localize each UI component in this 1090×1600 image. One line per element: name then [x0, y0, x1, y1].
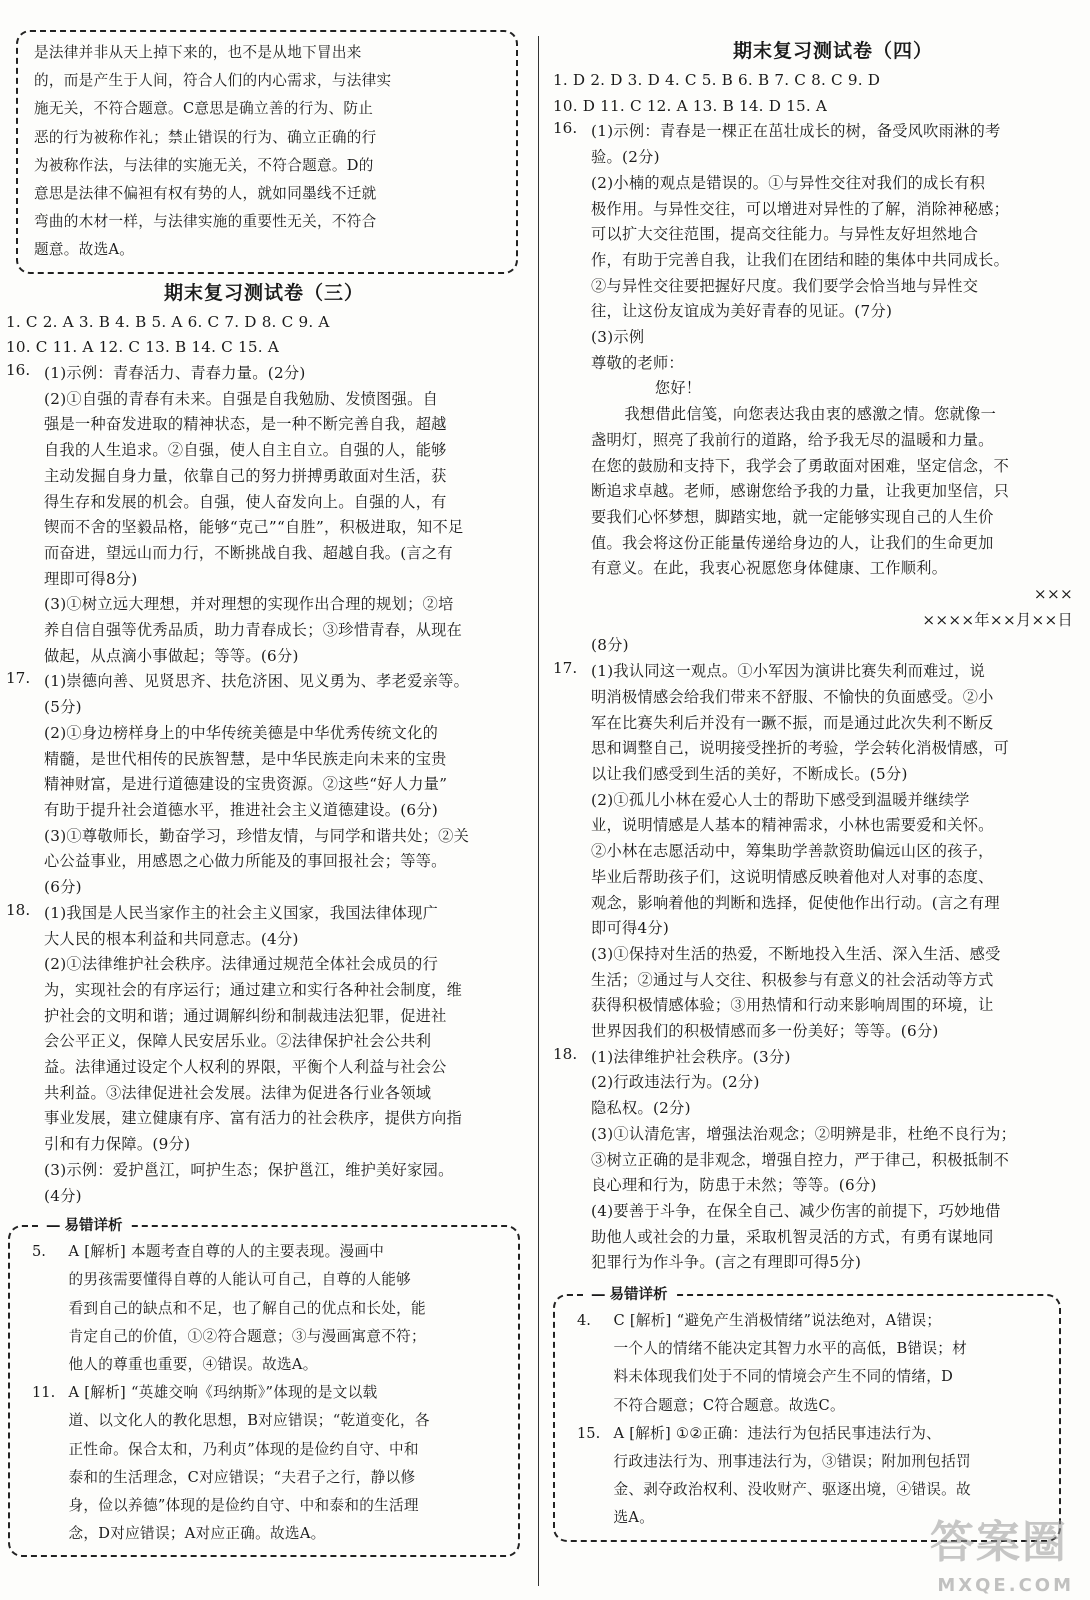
text-line: 为，实现社会的有序运行；通过建立和实行各种社会制度，维 [44, 980, 463, 999]
text-line: 一个人的情绪不能决定其智力水平的高低，B错误；材 [613, 1340, 968, 1358]
error-analysis-box-left [8, 1218, 520, 1557]
text-line: (3)①尊敬师长，勤奋学习，珍惜友情，与同学和谐共处；②关 [44, 826, 470, 845]
answer-line: 1. D 2. D 3. D 4. C 5. B 6. B 7. C 8. C 9. D [553, 71, 881, 89]
text-line: 料未体现我们处于不同的情境会产生不同的情绪，D [613, 1368, 954, 1386]
letter-salutation: 尊敬的老师： [591, 353, 684, 372]
text-line: 念，D对应错误；A对应正确。故选A。 [68, 1525, 326, 1543]
text-line: 事业发展，建立健康有序、富有活力的社会秩序，提供方向指 [44, 1109, 463, 1128]
error-analysis-title: — 易错详析 [38, 1214, 131, 1235]
letter-score: (8分) [591, 636, 629, 655]
error-analysis-items [577, 1303, 1047, 1533]
text-line: 会公平正义，保障人民安居乐业。②法律保护社会公共利 [44, 1032, 432, 1051]
text-line: 往，让这份友谊成为美好青春的见证。(7分) [591, 302, 893, 321]
exam-title-4: 期末复习测试卷（四） [732, 40, 933, 62]
text-line: (3)①树立远大理想，并对理想的实现作出合理的规划；②培 [44, 595, 454, 614]
watermark-url: MXQE.COM [937, 1575, 1074, 1596]
text-line: (1)崇德向善、见贤思齐、扶危济困、见义勇为、孝老爱亲等。 [44, 672, 470, 691]
text-line: 世界因我们的积极情感而多一份美好；等等。(6分) [591, 1022, 939, 1041]
text-line: 大人民的根本利益和共同意志。(4分) [44, 929, 299, 948]
text-line: 为被称作法，与法律的实施无关，不符合题意。D的 [34, 156, 374, 174]
answer-line: 10. C 11. A 12. C 13. B 14. C 15. A [6, 338, 279, 357]
text-line: 泰和的生活理念，C对应错误；“夫君子之行，静以修 [68, 1468, 416, 1486]
text-line: 明消极情感会给我们带来不舒服、不愉快的负面感受。②小 [591, 687, 994, 706]
text-line: 心公益事业，用感恩之心做力所能及的事回报社会；等等。 [44, 852, 447, 871]
text-line: 思和调整自己，说明接受挫折的考验，学会转化消极情感，可 [591, 739, 1010, 758]
error-item-number: 11. [32, 1384, 56, 1402]
text-line: 以让我们感受到生活的美好，不断成长。(5分) [591, 764, 908, 783]
text-line: 精神财富，是进行道德建设的宝贵资源。②这些“好人力量” [44, 775, 448, 794]
error-item [32, 1238, 506, 1379]
text-line: (6分) [44, 878, 82, 897]
text-line: 犯罪行为作斗争。(言之有理即可得5分) [591, 1253, 862, 1272]
column-divider [538, 36, 539, 1586]
text-line: 毕业后帮助孩子们，这说明情感反映着他对人对事的态度、 [591, 867, 994, 886]
letter-greeting: 您好！ [654, 379, 702, 398]
text-line: 道、以文化人的教化思想，B对应错误；“乾道变化，各 [68, 1412, 430, 1430]
question-18-text [591, 1045, 1073, 1276]
text-line: 主动发掘自身力量，依靠自己的努力拼搏勇敢面对生活，获 [44, 466, 447, 485]
error-item [577, 1307, 1047, 1420]
letter-line: 我想借此信笺，向您表达我由衷的感激之情。您就像一 [624, 405, 997, 424]
continuation-box [16, 30, 518, 274]
text-line: (2)①孤儿小林在爱心人士的帮助下感受到温暖并继续学 [591, 790, 970, 809]
letter-body [591, 402, 1073, 582]
text-line: (4分) [44, 1186, 82, 1205]
sample-letter [591, 351, 1073, 659]
question-17 [6, 669, 522, 900]
text-line: 行政违法行为、刑事违法行为，③错误；附加刑包括罚 [613, 1453, 971, 1471]
text-line: 获得积极情感体验；③用热情和行动来影响周围的环境，让 [591, 996, 994, 1015]
text-line: 护社会的文明和谐；通过调解纠纷和制裁违法犯罪，促进社 [44, 1006, 447, 1025]
text-line: 观念，影响着他的判断和选择，促使他作出行动。(言之有理 [591, 893, 1000, 912]
text-line: 精髓，是世代相传的民族智慧，是中华民族走向未来的宝贵 [44, 749, 447, 768]
text-line: 隐私权。(2分) [591, 1099, 691, 1118]
error-item-number: 15. [577, 1424, 601, 1442]
text-line: (1)示例：青春是一棵正在茁壮成长的树，备受风吹雨淋的考 [591, 122, 1001, 141]
text-line: 可以扩大交往范围，提高交往能力。与异性友好坦然地合 [591, 225, 979, 244]
question-17 [553, 659, 1073, 1045]
text-line: 金、剥夺政治权利、没收财产、驱逐出境，④错误。故 [613, 1481, 971, 1499]
text-line: 施无关，不符合题意。C意思是确立善的行为、防止 [34, 100, 374, 118]
text-line: 正性命。保合太和，乃利贞”体现的是俭约自守、中和 [68, 1440, 419, 1458]
text-line: 得生存和发展的机会。自强，使人奋发向上。自强的人，有 [44, 492, 447, 511]
error-item [32, 1379, 506, 1548]
text-line: (2)①自强的青春有未来。自强是自我勉励、发愤图强。自 [44, 389, 439, 408]
text-line: ②与异性交往要把握好尺度。我们要学会恰当地与异性交 [591, 276, 979, 295]
letter-date: ××××年××月××日 [922, 610, 1073, 629]
question-18 [6, 901, 522, 1209]
text-line: 他人的尊重也重要，④错误。故选A。 [68, 1356, 318, 1374]
text-line: (1)我国是人民当家作主的社会主义国家，我国法律体现广 [44, 903, 439, 922]
text-line: (3)示例 [591, 328, 645, 347]
text-line: (1)法律维护社会秩序。(3分) [591, 1047, 791, 1066]
question-number: 17. [6, 669, 31, 688]
text-line: 题意。故选A。 [34, 241, 135, 259]
text-line: (3)①认清危害，增强法治观念；②明辨是非，杜绝不良行为； [591, 1124, 1017, 1143]
question-number: 16. [553, 119, 578, 138]
question-16-text [591, 119, 1073, 350]
choice-answers-3 [6, 310, 522, 361]
text-line: 的，而是产生于人间，符合人们的内心需求，与法律实 [34, 72, 392, 90]
text-line: 恶的行为被称作礼；禁止错误的行为、确立正确的行 [34, 128, 377, 146]
text-line: A [解析] 本题考查自尊的人的主要表现。漫画中 [68, 1243, 385, 1261]
continuation-text [34, 39, 504, 265]
exam-title-3: 期末复习测试卷（三） [163, 281, 364, 304]
text-line: C [解析] “避免产生消极情绪”说法绝对，A错误； [613, 1312, 942, 1330]
right-column [553, 36, 1073, 1548]
error-item-number: 5. [32, 1243, 46, 1261]
text-line: 军在比赛失利后并没有一蹶不振，而是通过此次失利不断反 [591, 713, 994, 732]
letter-line: 断追求卓越。老师，感谢您给予我的力量，让我更加坚信，只 [591, 482, 1010, 501]
left-column [6, 30, 522, 1563]
text-line: 身，俭以养德”体现的是俭约自守、中和泰和的生活理 [68, 1497, 419, 1515]
error-analysis-title: — 易错详析 [583, 1283, 676, 1304]
question-16 [6, 361, 522, 669]
watermark-logo: 答案圈 [930, 1517, 1068, 1568]
text-line: 理即可得8分) [44, 569, 138, 588]
text-line: 极作用。与异性交往，可以增进对异性的了解，消除神秘感； [591, 199, 1010, 218]
text-line: 业，说明情感是人基本的精神需求，小林也需要爱和关怀。 [591, 816, 994, 835]
text-line: 看到自己的缺点和不足，也了解自己的优点和长处，能 [68, 1299, 426, 1317]
text-line: (2)①身边榜样身上的中华传统美德是中华优秀传统文化的 [44, 723, 439, 742]
question-number: 17. [553, 659, 578, 678]
text-line: (1)我认同这一观点。①小军因为演讲比赛失利而难过，说 [591, 662, 986, 681]
letter-line: 值。我会将这份正能量传递给身边的人，让我们的生命更加 [591, 533, 994, 552]
text-line: 生活；②通过与人交往、积极参与有意义的社会活动等方式 [591, 970, 994, 989]
text-line: 验。(2分) [591, 148, 660, 167]
text-line: 养自信自强等优秀品质，助力青春成长；③珍惜青春，从现在 [44, 621, 463, 640]
text-line: 不符合题意；C符合题意。故选C。 [613, 1396, 845, 1414]
error-item-number: 4. [577, 1312, 591, 1330]
error-analysis-items [32, 1234, 506, 1548]
text-line: 是法律并非从天上掉下来的，也不是从地下冒出来 [34, 44, 362, 61]
question-number: 18. [6, 900, 31, 919]
letter-line: 盏明灯，照亮了我前行的道路，给予我无尽的温暖和力量。 [591, 430, 994, 449]
text-line: ②小林在志愿活动中，筹集助学善款资助偏远山区的孩子， [591, 842, 994, 861]
text-line: 肯定自己的价值，①②符合题意；③与漫画寓意不符； [68, 1327, 426, 1345]
text-line: 选A。 [613, 1509, 655, 1527]
letter-signature: ××× [1033, 585, 1073, 604]
text-line: 作，有助于完善自我，让我们在团结和睦的集体中共同成长。 [591, 250, 1010, 269]
text-line: 意思是法律不偏袒有权有势的人，就如同墨线不迁就 [34, 185, 377, 203]
text-line: 有助于提升社会道德水平，推进社会主义道德建设。(6分) [44, 800, 439, 819]
question-number: 16. [6, 361, 31, 380]
text-line: (2)行政违法行为。(2分) [591, 1073, 760, 1092]
text-line: (4)要善于斗争，在保全自己、减少伤害的前提下，巧妙地借 [591, 1201, 1001, 1220]
text-line: 锲而不舍的坚毅品格，能够“克己”“自胜”，积极进取，知不足 [44, 518, 464, 537]
question-17-text [591, 659, 1073, 1045]
text-line: 共利益。③法律促进社会发展。法律为促进各行业各领域 [44, 1083, 432, 1102]
error-analysis-box-right [553, 1287, 1061, 1542]
text-line: ③树立正确的是非观念，增强自控力，严于律己，积极抵制不 [591, 1150, 1010, 1169]
letter-line: 在您的鼓励和支持下，我学会了勇敢面对困难，坚定信念，不 [591, 456, 1010, 475]
text-line: (3)①保持对生活的热爱，不断地投入生活、深入生活、感受 [591, 944, 1001, 963]
text-line: 良心理和行为，防患于未然；等等。(6分) [591, 1176, 877, 1195]
text-line: (5分) [44, 698, 82, 717]
question-16 [553, 119, 1073, 659]
text-line: (2)小楠的观点是错误的。①与异性交往对我们的成长有积 [591, 173, 986, 192]
question-number: 18. [553, 1044, 578, 1063]
text-line: 助他人或社会的力量，采取机智灵活的方式，有勇有谋地同 [591, 1227, 994, 1246]
text-line: 引和有力保障。(9分) [44, 1135, 191, 1154]
answer-line: 10. D 11. C 12. A 13. B 14. D 15. A [553, 96, 828, 115]
answer-line: 1. C 2. A 3. B 4. B 5. A 6. C 7. D 8. C 9. A [6, 312, 330, 331]
text-line: A [解析] “英雄交响《玛纳斯》”体现的是文以载 [68, 1384, 378, 1402]
text-line: A [解析] ①②正确：违法行为包括民事违法行为、 [613, 1424, 942, 1442]
choice-answers-4 [553, 68, 1073, 119]
letter-line: 要我们心怀梦想，脚踏实地，就一定能够实现自己的人生价 [591, 507, 994, 526]
text-line: 强是一种奋发进取的精神状态，是一种不断完善自我，超越 [44, 415, 447, 434]
text-line: 做起，从点滴小事做起；等等。(6分) [44, 646, 299, 665]
text-line: 益。法律通过设定个人权利的界限，平衡个人利益与社会公 [44, 1058, 447, 1077]
text-line: 即可得4分) [591, 919, 670, 938]
text-line: (2)①法律维护社会秩序。法律通过规范全体社会成员的行 [44, 955, 439, 974]
text-line: 的男孩需要懂得自尊的人能认可自己，自尊的人能够 [68, 1271, 412, 1289]
text-line: 而奋进，望远山而力行，不断挑战自我、超越自我。(言之有 [44, 543, 453, 562]
letter-line: 有意义。在此，我衷心祝愿您身体健康、工作顺利。 [591, 559, 948, 578]
text-line: 自我的人生追求。②自强，使人自主自立。自强的人，能够 [44, 441, 447, 460]
text-line: (3)示例：爱护邕江，呵护生态；保护邕江，维护美好家园。 [44, 1160, 454, 1179]
essay-answers-3 [6, 361, 522, 1209]
text-line: 弯曲的木材一样，与法律实施的重要性无关，不符合 [34, 213, 377, 231]
text-line: (1)示例：青春活力、青春力量。(2分) [44, 364, 306, 383]
question-18 [553, 1045, 1073, 1276]
